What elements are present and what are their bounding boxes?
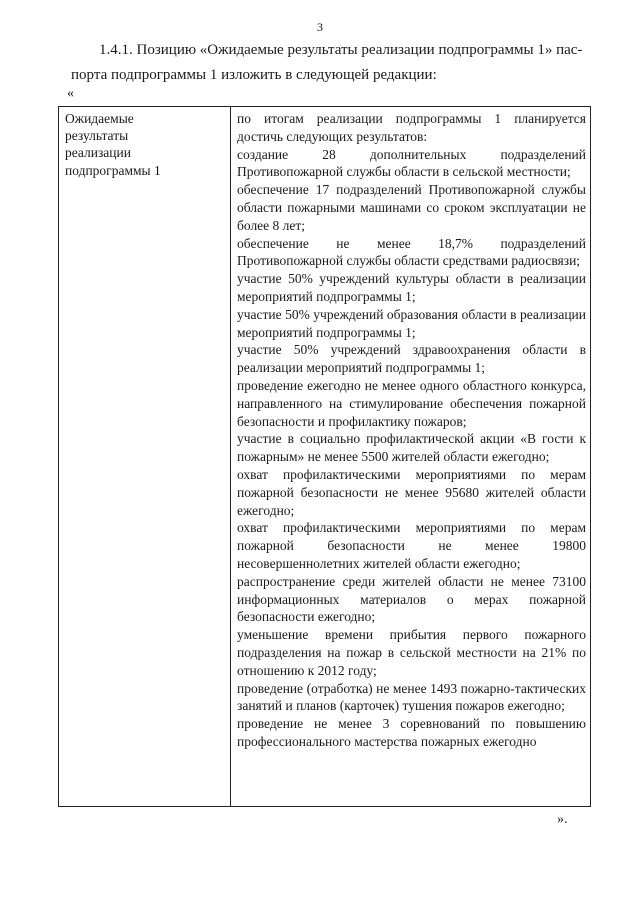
label-line: результаты	[65, 128, 129, 144]
result-item: распространение среди жителей области не менее 73100 информационных материалов о мерах пожарной безопасности ежегодно;	[237, 573, 586, 625]
table-results-cell	[231, 107, 590, 806]
intro-line-1: 1.4.1. Позицию «Ожидаемые результаты реализации подпрограммы 1» пас-	[99, 42, 583, 58]
passport-table	[58, 106, 591, 807]
result-item: уменьшение времени прибытия первого пожарного подразделения на пожар в сельской местности на 21% по отношению к 2012 году;	[237, 627, 586, 678]
result-item: участие 50% учреждений образования области в реализации мероприятий подпрограммы 1;	[237, 306, 586, 340]
result-item: охват профилактическими мероприятиями по мерам пожарной безопасности не менее 95680 жителей области ежегодно;	[237, 466, 586, 518]
label-line: реализации	[65, 145, 131, 161]
page-number: 3	[317, 20, 323, 34]
result-item: проведение не менее 3 соревнований по повышению профессионального мастерства пожарных ежегодно	[237, 716, 586, 749]
opening-quote: «	[67, 86, 74, 101]
table-label-cell	[59, 107, 231, 806]
result-item: охват профилактическими мероприятиями по мерам пожарной безопасности не менее 19800 несовершеннолетних жителей области ежегодно;	[237, 520, 586, 571]
intro-paragraph	[71, 38, 599, 88]
result-item: проведение ежегодно не менее одного областного конкурса, направленного на стимулирование обеспечения пожарной безопасности и профилактику пожаров;	[237, 377, 586, 429]
label-line: Ожидаемые	[65, 111, 134, 126]
label-line: подпрограммы 1	[65, 162, 161, 178]
result-item: по итогам реализации подпрограммы 1 планируется достичь следующих результатов:	[237, 111, 586, 144]
result-item: участие в социально профилактической акции «В гости к пожарным» не менее 5500 жителей области ежегодно;	[237, 431, 586, 465]
closing-quote: ».	[557, 812, 568, 827]
result-item: участие 50% учреждений культуры области в реализации мероприятий подпрограммы 1;	[237, 271, 586, 304]
result-item: обеспечение не менее 18,7% подразделений Противопожарной службы области средствами радиосвязи;	[237, 235, 586, 269]
result-item: участие 50% учреждений здравоохранения области в реализации мероприятий подпрограммы 1;	[237, 342, 586, 376]
intro-line-2: порта подпрограммы 1 изложить в следующей редакции:	[71, 67, 437, 83]
result-item: создание 28 дополнительных подразделений Противопожарной службы области в сельской местности;	[237, 146, 586, 180]
result-item: проведение (отработка) не менее 1493 пожарно-тактических занятий и планов (карточек) тушения пожаров ежегодно;	[237, 680, 586, 714]
result-item: обеспечение 17 подразделений Противопожарной службы области пожарными машинами со сроком эксплуатации не более 8 лет;	[237, 182, 586, 233]
